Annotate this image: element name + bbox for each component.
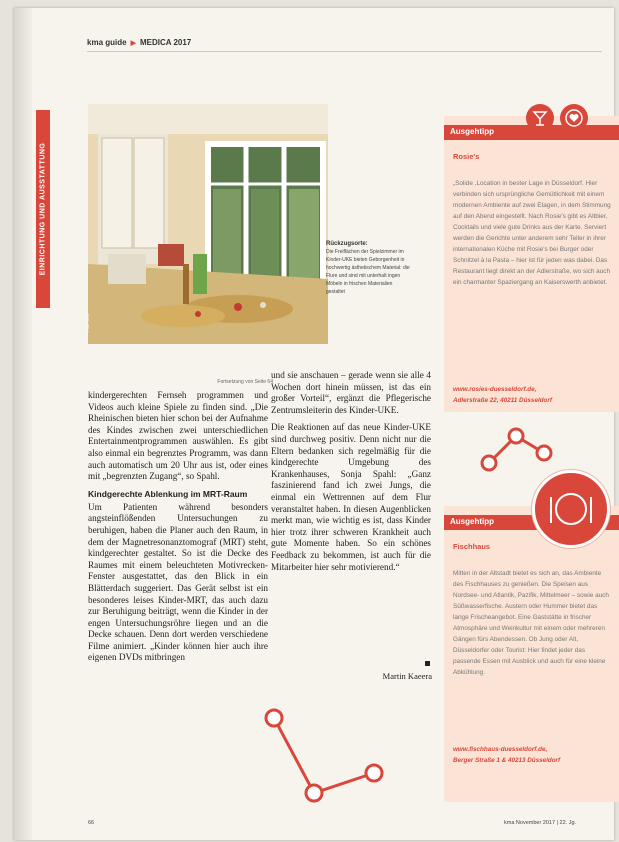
tip-box-address [453,744,613,766]
paragraph: und sie anschauen – gerade wenn sie alle 4 Wochen dort hinein müssen, ist das ein großer Vorteil“, ergänzt die Pflegerische Zentrumsleiterin des Kinder-UKE. [271,370,431,415]
caption-body: Die Freiflächen der Spielzimmer im Kinder-UKE bieten Geborgenheit in hochwertig ästhetischem Material: die Flure und sind mit unterhalt ingen Möbeln in frischen Materialien gestaltet [326,249,410,295]
tip-box-website-link[interactable]: www.rosies-duesseldorf.de, [453,386,537,393]
tip-box-rosies [444,116,619,412]
article-column-1 [88,390,268,670]
tip-box-body: Mitten in der Altstadt bietet es sich an, das Ambiente des Fischhauses zu genießen. Die Speisen aus Nordsee- und Atlantik, Pazifik, Mittelmeer – sowie auch Süßwasserfische. Austern oder Hummer bietet das lange Frischeangebot. Eine Gaststätte in frischer Atmosphäre und Weinkultur mit einem oder mehreren Gängen fürs Abendessen. Ob Jung oder Alt, Düsseldorfer oder Tourist: Hier findet jeder das passende Essen mit Ausblick und auch für eine kleine Abkühlung. [453,570,609,676]
cutlery-plate-icon [532,470,610,548]
cocktail-glass-icon [526,104,554,132]
magazine-page [14,8,614,840]
header-brand: kma guide [87,38,127,47]
room-photo-illustration [88,104,328,344]
photo-caption [326,240,412,296]
photo-credit: Foto: UKE [85,313,90,332]
page-binding-edge [14,8,32,840]
page-footer-issue: kma November 2017 | 22. Jg. [504,820,577,826]
side-tab-label: EINRICHTUNG UND AUSSTATTUNG [39,142,47,276]
route-pin-decoration [474,418,594,478]
map-pin-line-decoration [254,698,394,828]
tip-box-title: Rosie's [453,152,480,161]
header-section: MEDICA 2017 [139,38,192,47]
article-column-2 [271,370,431,579]
tip-box-fischhaus [444,506,619,802]
tip-box-website-link[interactable]: www.fischhaus-duesseldorf.de, [453,746,548,753]
paragraph: Um Patienten während besonders angsteinflößenden Untersuchungen zu beruhigen, haben die Planer auch den Raum, in dem der Magnetresonanztomograf (MRT) steht, kindgerechter gestaltet. So ist die Decke des Raumes mit einem beleuchteten Motivrecken-Fenster ausgestattet, das den Blick in ein Blätterdach suggeriert. Das Gerät selbst ist ein besonderes leises Kinder-MRT, das auch dazu zur Beruhigung beiträgt, wenn die Kinder in der engen Untersuchungsröhre liegen und an die Decke schauen. Denn dort werden verschiedene Filme animiert. „Kinder können hier auch ihre eigenen DVDs mitbringen [88,501,268,663]
tip-box-heading: Ausgehtipp [450,517,494,526]
triangle-icon: ▶ [130,40,136,47]
end-of-article-mark [425,661,430,666]
tip-box-body: „Solide ,Location in bester Lage in Düsseldorf. Hier verbinden sich ursprüngliche Gemütlichkeit mit einem modernen Ambiente auf zwei Etagen, in dem Stimmung auf den Abend eingestellt. Nach Rosie's gibt es Altbier, Cocktails und viele gute Drinks aus der Karte. Serviert werden die Gerichte unter anderem sehr Teller in ihrer internationalen Küche mit Rosie's bei Burger oder Schnitzel à la Pasta – hier ist für jeden was dabei. Das Restaurant liegt direkt an der Adlerstraße, wo sich auch ein charmanter Spaziergang an Kaiserswerth anbietet. [453,180,611,286]
tip-box-address [453,384,613,406]
paragraph: kindergerechten Fernseh programmen und Videos auch kleine Spiele zu finden sind. „Die Rheinischen bieten hier schon bei der Aufnahme des Kindes zwischen zwei unterschiedlichen Entertainmentprogrammen auswählen. Es gibt also einmal ein begrenztes Programm, was dann auch automatisch um 20 Uhr aus ist, oder eines mit „begrenzten Zugang“, so Spahl. [88,390,268,482]
running-header [87,38,191,47]
tip-box-street: Adlerstraße 22, 40211 Düsseldorf [453,397,552,404]
article-subheading: Kindgerechte Ablenkung im MRT-Raum [88,488,248,499]
caption-title: Rückzugsorte: [326,241,368,247]
header-rule [87,51,602,52]
continuation-note: Fortsetzung von Seite 64 [217,379,273,385]
article-author: Martin Kaeera [382,671,432,681]
tip-box-street: Berger Straße 1 & 40213 Düsseldorf [453,757,561,764]
heart-plate-icon [560,104,588,132]
paragraph: Die Reaktionen auf das neue Kinder-UKE sind durchweg positiv. Denn nicht nur die Eltern bedanken sich regelmäßig für die kindgerechte Umgebung des Krankenhauses, Sonja Spahl: „Ganz faszinierend fand ich zwei Jungs, die einmal ein Wettrennen auf dem Flur veranstaltet haben. In diesen Augenblicken merkt man, wie wichtig es ist, dass Kinder hier trotz ihrer schweren Krankheit auch gute Momente haben. So ein schönes Feedback zu bekommen, ist auch für die Mitarbeiter hier sehr motivierend.“ [271,422,431,572]
tip-box-title: Fischhaus [453,542,491,551]
section-side-tab [36,110,50,308]
article-photo [85,104,328,344]
page-number-left: 66 [88,820,95,826]
tip-box-heading: Ausgehtipp [450,127,494,136]
